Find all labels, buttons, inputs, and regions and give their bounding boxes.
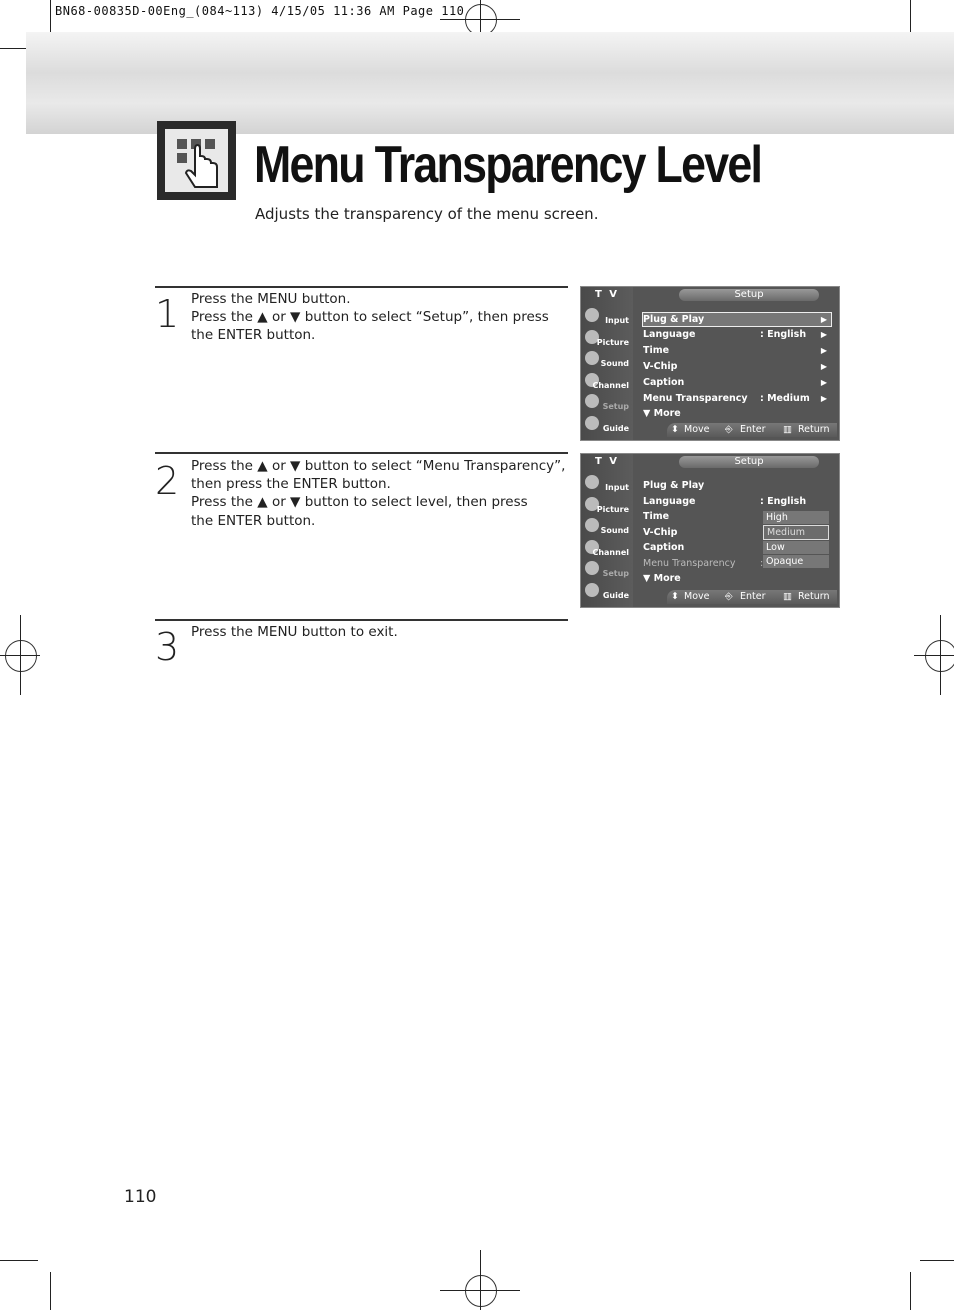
step-line: then press the ENTER button. [191,476,391,493]
step-divider [155,452,568,454]
footer-return: Return [798,424,830,435]
step-line: the ENTER button. [191,512,316,529]
arrow-right-icon: ▶ [820,330,827,339]
tv-label: T V [595,456,620,467]
tv-footer [667,423,837,437]
sidebar-item-guide[interactable] [583,415,631,435]
menu-item-plug-and-play[interactable] [643,479,831,492]
footer-move: Move [684,591,710,602]
menu-item-more[interactable] [643,572,831,585]
step-line: Press the MENU button to exit. [191,624,398,640]
page-number: 110 [124,1187,157,1207]
sidebar-label: Picture [596,338,629,347]
menu-item-menu-transparency[interactable] [643,392,831,405]
tv-label: T V [595,289,620,300]
arrow-right-icon: ▶ [820,346,827,355]
tv-menu-screen [580,286,840,441]
sidebar-label: Guide [602,424,629,433]
sidebar-label: Setup [602,569,629,578]
footer-move: Move [684,424,710,435]
menu-label: V-Chip [643,527,678,538]
menu-value: : Medium [760,393,810,404]
sidebar-label: Sound [600,359,629,368]
registration-mark [465,1275,497,1307]
option-medium[interactable]: Medium [763,525,829,540]
step-line: Press the ▲ or ▼ button to select level, then press [191,494,528,511]
page-subtitle: Adjusts the transparency of the menu screen. [255,205,599,223]
sidebar-item-input[interactable] [583,307,631,327]
transparency-options [763,511,829,569]
step-line: Press the ▲ or ▼ button to select “Setup”, then press [191,309,549,326]
sidebar-label: Channel [592,381,629,390]
crop-mark [50,1272,51,1310]
sidebar-label: Input [605,316,629,325]
menu-label: Plug & Play [643,480,705,491]
step-number: 3 [155,625,180,669]
sidebar-item-picture[interactable] [583,329,631,349]
menu-label: Menu Transparency [643,558,736,569]
menu-label: Language [643,329,696,340]
arrow-right-icon: ▶ [820,362,827,371]
enter-icon: ⎆ [725,424,733,435]
step-text [191,623,398,641]
crop-mark [910,1272,911,1310]
registration-line [0,655,40,656]
sidebar-label: Channel [592,548,629,557]
menu-label: V-Chip [643,361,678,372]
registration-line [480,1250,481,1310]
menu-label: Menu Transparency [643,393,748,404]
tv-menu-screen [580,453,840,608]
option-low[interactable]: Low [763,541,829,554]
sidebar-item-sound[interactable] [583,517,631,537]
sidebar-item-input[interactable] [583,474,631,494]
menu-item-more[interactable] [643,407,831,420]
sidebar-label: Input [605,483,629,492]
registration-line [440,19,520,20]
menu-item-language[interactable] [643,495,831,508]
return-icon: ▥ [783,424,792,435]
sidebar-item-sound[interactable] [583,350,631,370]
guide-icon [585,416,599,430]
sidebar-label: Sound [600,526,629,535]
menu-item-v-chip[interactable] [643,360,831,373]
page-title: Menu Transparency Level [254,136,762,194]
arrow-right-icon: ▶ [820,394,827,403]
sidebar-item-setup[interactable] [583,393,631,413]
menu-label: Caption [643,542,685,553]
step-divider [155,286,568,288]
footer-enter: Enter [740,424,766,435]
menu-item-time[interactable] [643,344,831,357]
menu-label: Language [643,496,696,507]
option-high[interactable]: High [763,511,829,524]
sidebar-label: Setup [602,402,629,411]
move-icon: ⬍ [671,591,679,602]
step-number: 2 [155,459,180,503]
menu-value: : English [760,496,807,507]
menu-value: : English [760,329,807,340]
enter-icon: ⎆ [725,591,733,602]
menu-item-language[interactable] [643,328,831,341]
menu-label: Time [643,345,670,356]
sidebar-item-guide[interactable] [583,582,631,602]
step-divider [155,619,568,621]
step-text [191,290,549,345]
menu-label: Caption [643,377,685,388]
menu-label: ▼ More [643,408,681,419]
input-icon [585,308,599,322]
sound-icon [585,518,599,532]
sidebar-item-picture[interactable] [583,496,631,516]
menu-label: Plug & Play [643,314,705,325]
menu-item-caption[interactable] [643,376,831,389]
registration-line [914,655,954,656]
header-band [26,32,954,134]
tv-header: Setup [679,289,819,301]
menu-item-plug-and-play[interactable] [642,312,832,327]
sound-icon [585,351,599,365]
guide-icon [585,583,599,597]
sidebar-item-setup[interactable] [583,560,631,580]
sidebar-item-channel[interactable] [583,372,631,392]
menu-label: Time [643,511,670,522]
step-line: Press the ▲ or ▼ button to select “Menu Transparency”, [191,458,566,474]
tv-footer [667,590,837,604]
option-opaque[interactable]: Opaque [763,555,829,568]
menu-label: ▼ More [643,573,681,584]
setup-icon [585,561,599,575]
registration-line [440,1290,520,1291]
step-text [191,457,565,530]
menu-value: : [760,558,764,569]
registration-mark [5,640,37,672]
footer-return: Return [798,591,830,602]
arrow-right-icon: ▶ [820,315,827,324]
crop-mark [0,1260,38,1261]
step-number: 1 [155,292,180,336]
step-line: Press the MENU button. [191,291,351,307]
crop-mark [920,1260,954,1261]
footer-enter: Enter [740,591,766,602]
move-icon: ⬍ [671,424,679,435]
sidebar-label: Picture [596,505,629,514]
arrow-right-icon: ▶ [820,378,827,387]
sidebar-label: Guide [602,591,629,600]
setup-icon [585,394,599,408]
input-icon [585,475,599,489]
return-icon: ▥ [783,591,792,602]
step-line: the ENTER button. [191,327,316,344]
sidebar-item-channel[interactable] [583,539,631,559]
print-slug: BN68-00835D-00Eng_(084~113) 4/15/05 11:36 AM Page 110 [55,4,465,18]
tv-header: Setup [679,456,819,468]
hand-pointer-icon [157,121,236,200]
